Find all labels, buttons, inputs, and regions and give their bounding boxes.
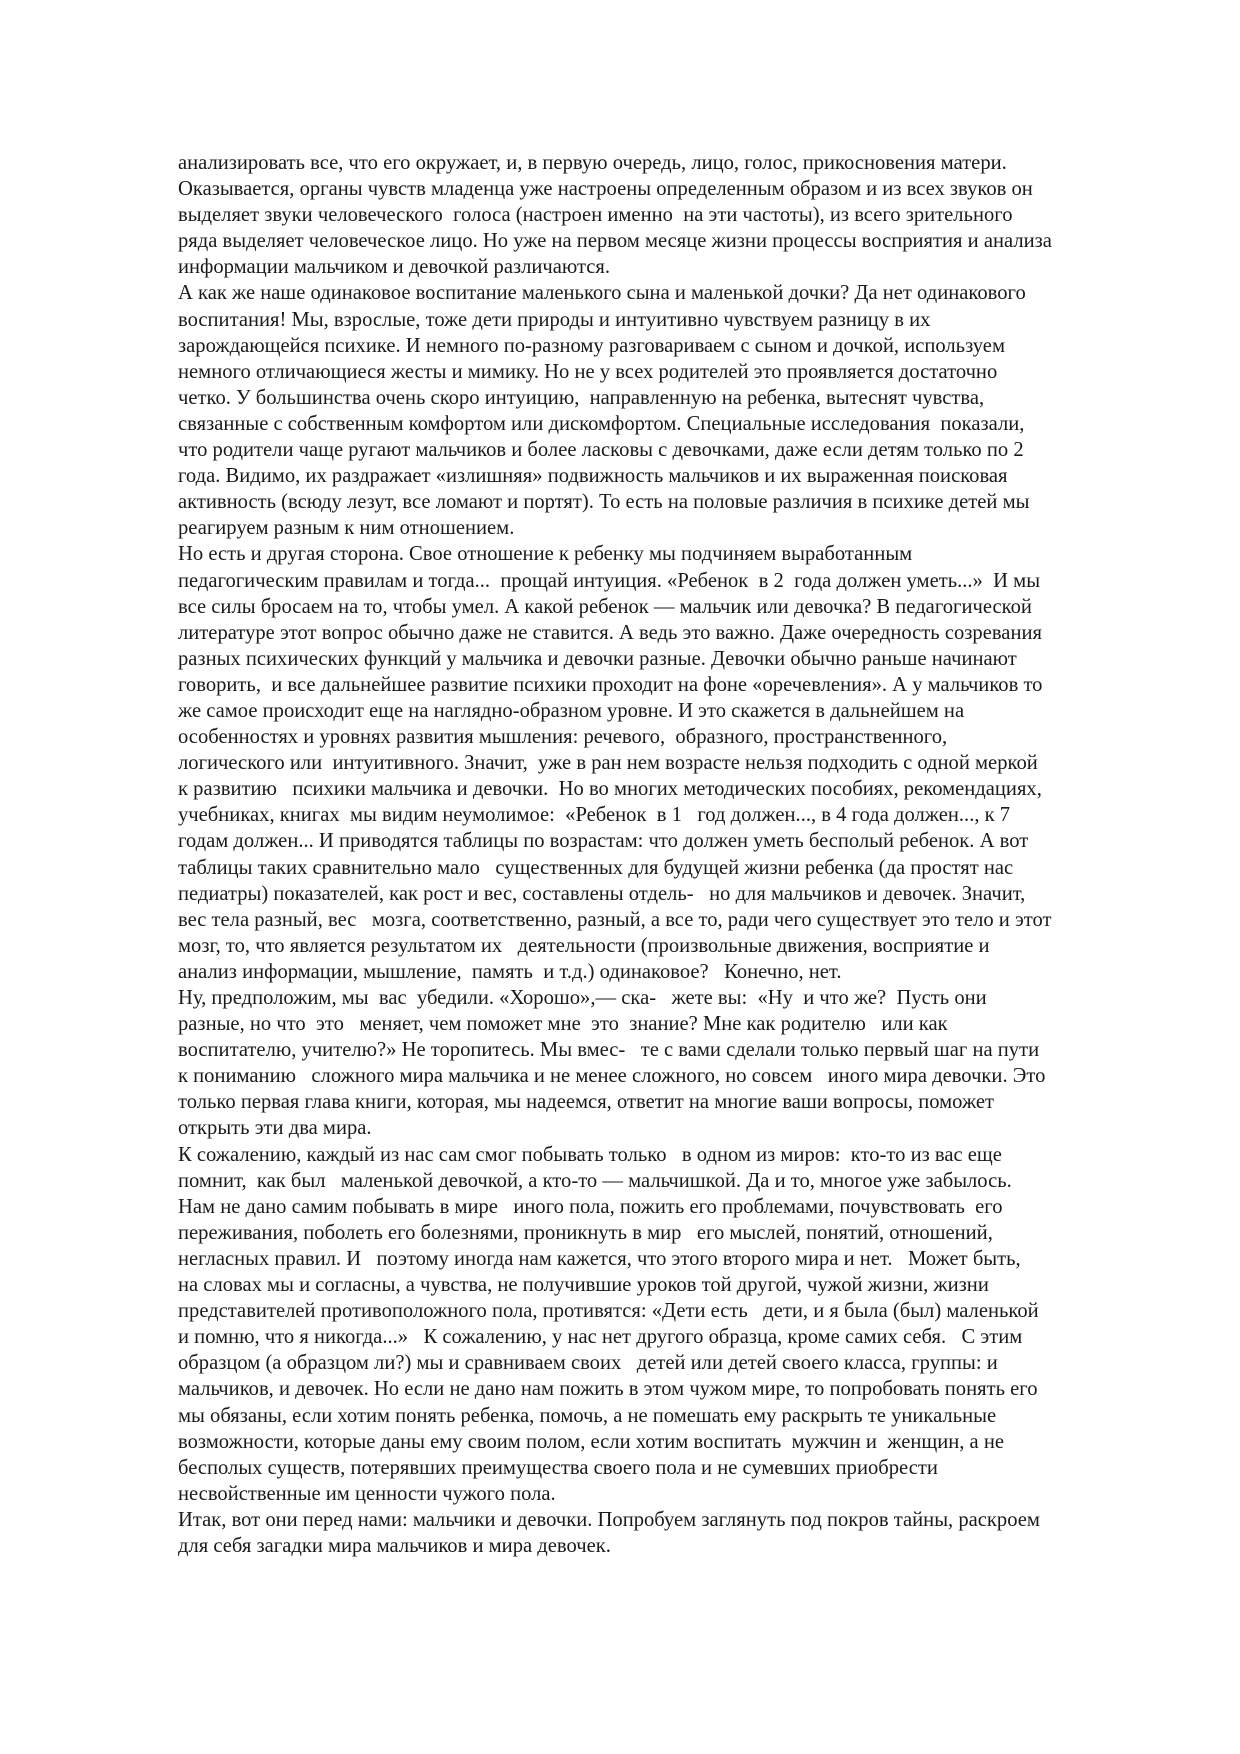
text-line: же самое происходит еще на наглядно-образном уровне. И это скажется в дальнейшем на (178, 699, 965, 722)
text-line: активность (всюду лезут, все ломают и портят). То есть на половые различия в психике детей мы (178, 491, 1030, 514)
text-line: мозг, то, что является результатом их деятельности (произвольные движения, восприятие и (178, 934, 990, 957)
text-line: связанные с собственным комфортом или дискомфортом. Специальные исследования показали, (178, 412, 1025, 435)
text-line: А как же наше одинаковое воспитание маленького сына и маленькой дочки? Да нет одинакового (178, 282, 1026, 305)
text-line: немного отличающиеся жесты и мимику. Но не у всех родителей это проявляется достаточно (178, 360, 998, 383)
text-line: реагируем разным к ним отношением. (178, 517, 515, 540)
text-line: годам должен... И приводятся таблицы по возрастам: что должен уметь бесполый ребенок. А вот (178, 830, 1029, 853)
text-line: вес тела разный, вес мозга, соответственно, разный, а все то, ради чего существует это тело и этот (178, 908, 1052, 931)
text-line: представителей противоположного пола, противятся: «Дети есть дети, и я была (был) маленькой (178, 1300, 1039, 1323)
text-line: литературе этот вопрос обычно даже не ставится. А ведь это важно. Даже очередность созревания (178, 621, 1042, 644)
text-line: все силы бросаем на то, чтобы умел. А какой ребенок — мальчик или девочка? В педагогической (178, 595, 1032, 618)
text-line: информации мальчиком и девочкой различаются. (178, 256, 611, 279)
text-line: Оказывается, органы чувств младенца уже настроены определенным образом и из всех звуков он (178, 178, 1033, 201)
text-line: образцом (а образцом ли?) мы и сравниваем своих детей или детей своего класса, группы: и (178, 1352, 998, 1375)
text-line: ряда выделяет человеческое лицо. Но уже на первом месяце жизни процессы восприятия и анализа (178, 230, 1052, 253)
text-line: педагогическим правилам и тогда... прощай интуиция. «Ребенок в 2 года должен уметь...» И мы (178, 569, 1041, 592)
body-text (178, 150, 1178, 1559)
text-line: разных психических функций у мальчика и девочки разные. Девочки обычно раньше начинают (178, 647, 1017, 670)
text-line: зарождающейся психике. И немного по-разному разговариваем с сыном и дочкой, используем (178, 334, 1005, 357)
text-line: воспитателю, учителю?» Не торопитесь. Мы вмес- те с вами сделали только первый шаг на пути (178, 1039, 1040, 1062)
text-line: Итак, вот они перед нами: мальчики и девочки. Попробуем заглянуть под покров тайны, раскроем (178, 1508, 1040, 1531)
text-line: только первая глава книги, которая, мы надеемся, ответит на многие ваши вопросы, поможет (178, 1091, 995, 1114)
text-line: помнит, как был маленькой девочкой, а кто-то — мальчишкой. Да и то, многое уже забылось. (178, 1169, 1012, 1192)
text-line: учебниках, книгах мы видим неумолимое: «Ребенок в 1 год должен..., в 4 года должен..., к 7 (178, 804, 1011, 827)
text-line: для себя загадки мира мальчиков и мира девочек. (178, 1534, 611, 1557)
text-line: бесполых существ, потерявших преимущества своего пола и не сумевших приобрести (178, 1456, 938, 1479)
text-line: разные, но что это меняет, чем поможет мне это знание? Мне как родителю или как (178, 1013, 948, 1036)
text-line: несвойственные им ценности чужого пола. (178, 1482, 556, 1505)
text-line: к пониманию сложного мира мальчика и не менее сложного, но совсем иного мира девочки. Это (178, 1065, 1046, 1088)
text-line: года. Видимо, их раздражает «излишняя» подвижность мальчиков и их выраженная поисковая (178, 465, 1008, 488)
text-line: анализировать все, что его окружает, и, в первую очередь, лицо, голос, прикосновения матери. (178, 152, 1007, 174)
text-line: выделяет звуки человеческого голоса (настроен именно на эти частоты), из всего зрительного (178, 204, 1013, 227)
text-line: открыть эти два мира. (178, 1117, 372, 1140)
text-line: таблицы таких сравнительно мало существенных для будущей жизни ребенка (да простят нас (178, 856, 1014, 879)
text-line: Нам не дано самим побывать в мире иного пола, пожить его проблемами, почувствовать его (178, 1195, 1003, 1218)
text-line: негласных правил. И поэтому иногда нам кажется, что этого второго мира и нет. Может быть, (178, 1247, 1021, 1270)
text-line: анализ информации, мышление, память и т.д.) одинаковое? Конечно, нет. (178, 960, 842, 983)
text-line: четко. У большинства очень скоро интуицию, направленную на ребенка, вытеснят чувства, (178, 386, 985, 409)
text-line: педиатры) показателей, как рост и вес, составлены отдель- но для мальчиков и девочек. Значит, (178, 882, 1026, 905)
text-line: мы обязаны, если хотим понять ребенка, помочь, а не помешать ему раскрыть те уникальные (178, 1404, 997, 1427)
text-line: К сожалению, каждый из нас сам смог побывать только в одном из миров: кто-то из вас еще (178, 1143, 1002, 1166)
text-line: логического или интуитивного. Значит, уже в ран нем возрасте нельзя подходить с одной меркой (178, 752, 1038, 775)
text-line: мальчиков, и девочек. Но если не дано нам пожить в этом чужом мире, то попробовать понять его (178, 1378, 1038, 1401)
text-line: Но есть и другая сторона. Свое отношение к ребенку мы подчиняем выработанным (178, 543, 913, 566)
text-line: воспитания! Мы, взрослые, тоже дети природы и интуитивно чувствуем разницу в их (178, 308, 931, 331)
text-line: Ну, предположим, мы вас убедили. «Хорошо»,— ска- жете вы: «Ну и что же? Пусть они (178, 987, 987, 1009)
text-line: что родители чаще ругают мальчиков и более ласковы с девочками, даже если детям только по 2 (178, 439, 1024, 462)
text-line: переживания, поболеть его болезнями, проникнуть в мир его мыслей, понятий, отношений, (178, 1221, 993, 1244)
text-line: возможности, которые даны ему своим полом, если хотим воспитать мужчин и женщин, а не (178, 1430, 1005, 1453)
text-line: говорить, и все дальнейшее развитие психики проходит на фоне «оречевления». А у мальчиков то (178, 673, 1043, 696)
text-line: на словах мы и согласны, а чувства, не получившие уроков той другой, чужой жизни, жизни (178, 1274, 989, 1297)
text-line: особенностях и уровнях развития мышления: речевого, образного, пространственного, (178, 726, 948, 749)
text-line: и помню, что я никогда...» К сожалению, у нас нет другого образца, кроме самих себя. С этим (178, 1326, 1023, 1349)
text-line: к развитию психики мальчика и девочки. Но во многих методических пособиях, рекомендациях, (178, 778, 1042, 801)
